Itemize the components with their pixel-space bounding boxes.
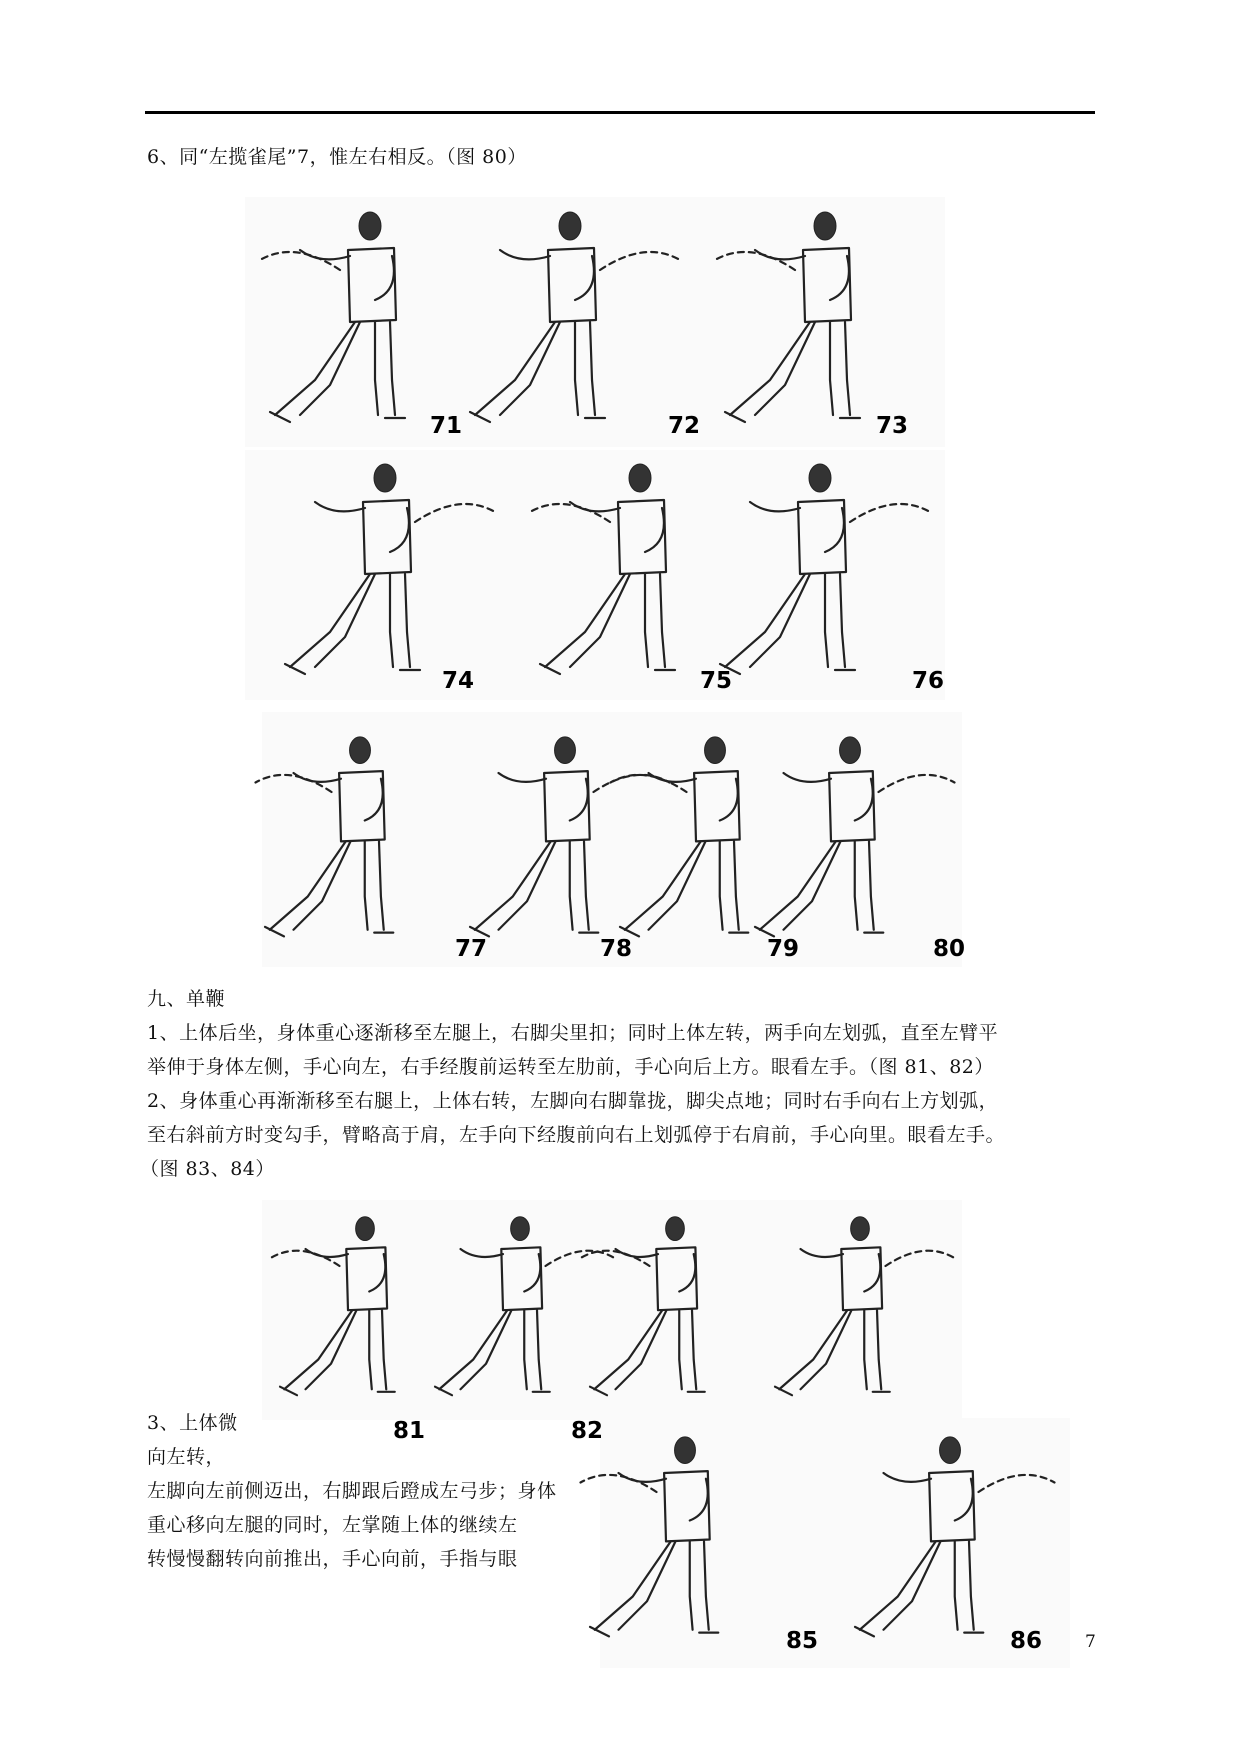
step2-line: 至右斜前方时变勾手，臂略高于肩，左手向下经腹前向右上划弧停于右肩前，手心向里。眼看左手。 — [147, 1124, 1006, 1146]
figure-stroke — [306, 1249, 349, 1257]
figure-stroke — [584, 841, 589, 929]
figure-stroke — [461, 1249, 504, 1257]
figure-stroke — [886, 1251, 954, 1266]
figure-number: 79 — [767, 936, 800, 962]
figure-number: 80 — [933, 936, 966, 962]
figure-stroke — [715, 252, 795, 270]
step3-line: 向左转， — [147, 1446, 226, 1468]
figure-stroke — [300, 322, 360, 415]
figure-stroke — [435, 1387, 452, 1396]
figure-stroke — [306, 1310, 357, 1389]
figure-stroke — [620, 927, 639, 937]
figure-stroke — [616, 1310, 667, 1389]
figure-stroke — [855, 779, 873, 821]
figure-stroke — [755, 927, 774, 937]
figure-stroke — [256, 775, 332, 792]
figure-stroke — [734, 841, 739, 929]
figure-stroke — [285, 664, 305, 674]
step2-line: 2、身体重心再渐渐移至右腿上，上体右转，左脚向右脚靠拢，脚尖点地；同时右手向右上方划弧， — [147, 1090, 999, 1112]
step3-line: 转慢慢翻转向前推出，手心向前，手指与眼 — [147, 1548, 518, 1570]
step2-line: （图 83、84） — [140, 1158, 275, 1180]
figure-stroke — [570, 779, 588, 821]
figure-stroke — [618, 500, 666, 574]
figure-stroke — [798, 500, 846, 574]
figure-stroke — [704, 1541, 709, 1629]
figure-stroke — [840, 574, 845, 667]
figure-stroke — [814, 212, 836, 240]
figure-stroke — [879, 775, 955, 792]
figure-stroke — [590, 322, 595, 415]
step3-line: 3、上体微 — [147, 1412, 238, 1434]
figure-stroke — [830, 256, 849, 300]
figure-number: 75 — [700, 668, 733, 694]
figure-stroke — [720, 779, 738, 821]
figure-stroke — [840, 737, 861, 764]
figure-stroke — [801, 1249, 844, 1257]
figure-number: 74 — [442, 668, 475, 694]
figure-stroke — [375, 256, 394, 300]
figure-stroke — [270, 412, 290, 422]
figure-stroke — [500, 250, 550, 259]
figure-stroke — [775, 1387, 792, 1396]
figure-stroke — [461, 1310, 512, 1389]
figure-stroke — [294, 841, 351, 929]
figure-stroke — [929, 1471, 975, 1541]
figure-number: 73 — [876, 413, 909, 439]
figure-stroke — [801, 1310, 852, 1389]
figure-stroke — [784, 773, 832, 782]
figure-number: 78 — [600, 936, 633, 962]
figure-stroke — [690, 1541, 693, 1629]
section-title: 九、单鞭 — [147, 988, 226, 1010]
figure-stroke — [470, 927, 489, 937]
figure-stroke — [692, 1310, 696, 1389]
step1-line: 举伸于身体左侧，手心向左，右手经腹前运转至左肋前，手心向后上方。眼看左手。（图 81、82） — [147, 1056, 994, 1078]
figure-stroke — [851, 1217, 870, 1241]
figure-stroke — [750, 502, 800, 511]
figure-stroke — [869, 841, 874, 929]
figure-number: 82 — [571, 1418, 604, 1444]
figure-stroke — [694, 771, 740, 841]
figure-number: 81 — [393, 1418, 426, 1444]
figure-stroke — [877, 1310, 881, 1389]
step3-line: 重心移向左腿的同时，左掌随上体的继续左 — [147, 1514, 518, 1536]
figure-stroke — [346, 1247, 387, 1310]
figure-stroke — [705, 737, 726, 764]
figure-stroke — [750, 574, 810, 667]
page-number: 7 — [1085, 1632, 1096, 1652]
figure-stroke — [511, 1217, 530, 1241]
figure-stroke — [470, 412, 490, 422]
figure-number: 72 — [668, 413, 701, 439]
figure-stroke — [611, 775, 687, 792]
figure-stroke — [690, 1479, 708, 1521]
figure-stroke — [803, 248, 851, 322]
figure-stroke — [570, 841, 573, 929]
figure-stroke — [884, 1541, 941, 1629]
figure-stroke — [500, 322, 560, 415]
figure-stroke — [649, 841, 706, 929]
figure-stroke — [369, 1310, 372, 1389]
figure-stroke — [955, 1479, 973, 1521]
figure-stroke — [656, 1247, 697, 1310]
figure-stroke — [374, 464, 396, 492]
figure-stroke — [666, 1217, 685, 1241]
figure-stroke — [350, 737, 371, 764]
figure-stroke — [809, 464, 831, 492]
figure-stroke — [382, 1310, 386, 1389]
figure-stroke — [524, 1254, 540, 1291]
figure-stroke — [499, 773, 547, 782]
figure-stroke — [415, 504, 495, 522]
figure-stroke — [619, 1541, 676, 1629]
figure-stroke — [616, 1249, 659, 1257]
figure-stroke — [855, 841, 858, 929]
figure-stroke — [570, 574, 630, 667]
figure-number: 71 — [430, 413, 463, 439]
figure-stroke — [829, 771, 875, 841]
figure-stroke — [660, 574, 665, 667]
figure-stroke — [725, 412, 745, 422]
figure-stroke — [559, 212, 581, 240]
figure-stroke — [850, 504, 930, 522]
figure-stroke — [864, 1254, 880, 1291]
figure-stroke — [499, 841, 556, 929]
figure-stroke — [548, 248, 596, 322]
figure-stroke — [555, 737, 576, 764]
figure-stroke — [582, 1251, 650, 1266]
figure-stroke — [969, 1541, 974, 1629]
figure-stroke — [845, 322, 850, 415]
figure-stroke — [575, 256, 594, 300]
figure-stroke — [679, 1310, 682, 1389]
figure-stroke — [363, 500, 411, 574]
figure-stroke — [581, 1475, 657, 1492]
figure-stroke — [825, 508, 844, 552]
figure-stroke — [645, 508, 664, 552]
step1-line: 1、上体后坐，身体重心逐渐移至左腿上，右脚尖里扣；同时上体左转，两手向左划弧，直至左臂平 — [147, 1022, 999, 1044]
figure-stroke — [280, 1387, 297, 1396]
figure-stroke — [575, 322, 578, 415]
figure-stroke — [348, 248, 396, 322]
figure-number: 85 — [786, 1628, 819, 1654]
figure-stroke — [679, 1254, 695, 1291]
figure-stroke — [390, 574, 393, 667]
figure-stroke — [315, 574, 375, 667]
figure-stroke — [540, 664, 560, 674]
figure-stroke — [315, 502, 365, 511]
step3-line: 左脚向左前侧迈出，右脚跟后蹬成左弓步；身体 — [147, 1480, 557, 1502]
step6-text: 6、同“左揽雀尾”7，惟左右相反。（图 80） — [147, 146, 527, 168]
figure-stroke — [272, 1251, 340, 1266]
figure-stroke — [830, 322, 833, 415]
figure-stroke — [537, 1310, 541, 1389]
figure-stroke — [260, 252, 340, 270]
figure-stroke — [530, 504, 610, 522]
figure-stroke — [546, 1251, 614, 1266]
figure-stroke — [645, 574, 648, 667]
figure-stroke — [825, 574, 828, 667]
figure-number: 77 — [455, 936, 488, 962]
figure-stroke — [365, 779, 383, 821]
figure-stroke — [379, 841, 384, 929]
figure-stroke — [339, 771, 385, 841]
figure-stroke — [600, 252, 680, 270]
figure-number: 86 — [1010, 1628, 1043, 1654]
figure-stroke — [755, 322, 815, 415]
figure-stroke — [375, 322, 378, 415]
figure-stroke — [841, 1247, 882, 1310]
figure-stroke — [356, 1217, 375, 1241]
figure-stroke — [784, 841, 841, 929]
figure-stroke — [405, 574, 410, 667]
figure-stroke — [955, 1541, 958, 1629]
figure-stroke — [884, 1473, 932, 1482]
figure-stroke — [864, 1310, 867, 1389]
figure-stroke — [720, 841, 723, 929]
figure-number: 76 — [912, 668, 945, 694]
figure-stroke — [940, 1437, 961, 1464]
figure-stroke — [369, 1254, 385, 1291]
figure-stroke — [855, 1627, 874, 1637]
figure-stroke — [501, 1247, 542, 1310]
figure-stroke — [390, 508, 409, 552]
figure-stroke — [979, 1475, 1055, 1492]
figure-stroke — [265, 927, 284, 937]
figure-stroke — [664, 1471, 710, 1541]
figure-stroke — [590, 1387, 607, 1396]
figure-stroke — [524, 1310, 527, 1389]
figure-stroke — [359, 212, 381, 240]
figure-stroke — [365, 841, 368, 929]
figure-stroke — [675, 1437, 696, 1464]
figure-stroke — [629, 464, 651, 492]
figure-stroke — [544, 771, 590, 841]
figure-stroke — [590, 1627, 609, 1637]
figure-stroke — [390, 322, 395, 415]
